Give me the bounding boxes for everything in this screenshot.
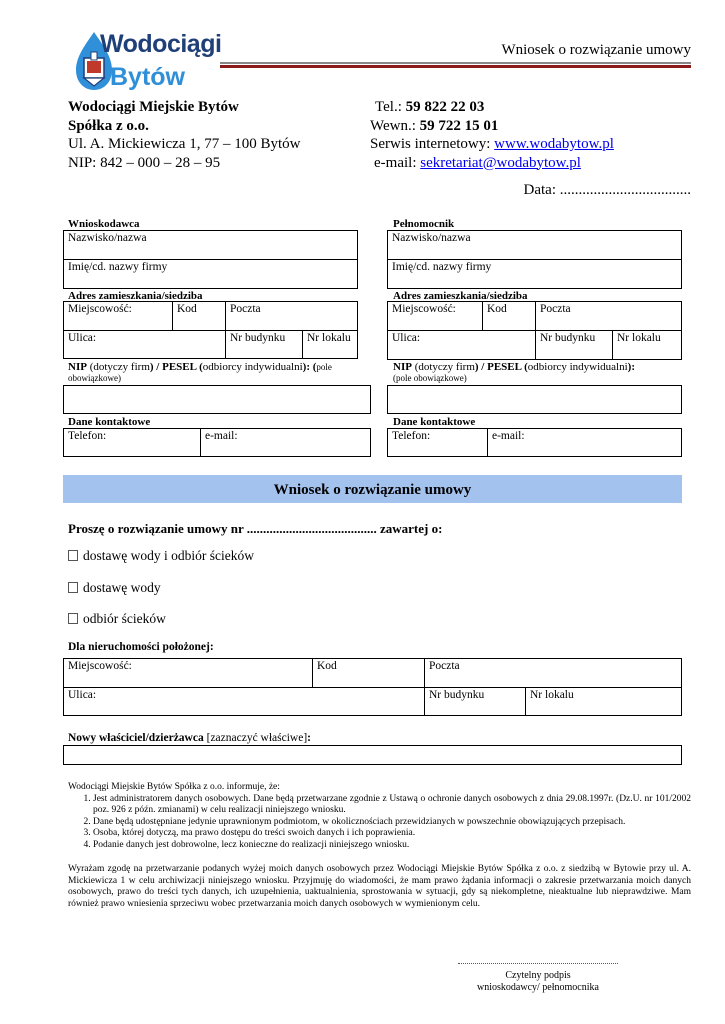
proxy-flat-field[interactable]: Nr lokalu xyxy=(617,332,661,344)
applicant-street-field[interactable]: Ulica: xyxy=(64,331,226,359)
company-name: Wodociągi Miejskie Bytów xyxy=(68,99,239,115)
new-owner-title xyxy=(68,732,311,744)
www-label: Serwis internetowy: xyxy=(370,136,495,152)
signature-line2: wnioskodawcy/ pełnomocnika xyxy=(477,982,599,993)
proxy-street-field[interactable]: Ulica: xyxy=(388,331,536,360)
info-list xyxy=(68,794,691,852)
request-text: Proszę o rozwiązanie umowy nr ........................................ zawartej o: xyxy=(68,521,443,536)
new-owner-field[interactable] xyxy=(64,746,682,765)
new-owner-label: Nowy właściciel/dzierżawca xyxy=(68,732,204,744)
checkbox-icon[interactable] xyxy=(68,582,78,593)
applicant-building-field[interactable]: Nr budynku xyxy=(226,331,303,359)
applicant-phone-field[interactable]: Telefon: xyxy=(64,429,201,457)
proxy-address-title: Adres zamieszkania/siedziba xyxy=(393,290,528,302)
form-banner: Wniosek o rozwiązanie umowy xyxy=(63,475,682,503)
info-point: 2. Dane będą udostępniane jedynie uprawnionym podmiotom, w okolicznościach przewidzianych w powszechnie obowiązujących przepisach. xyxy=(93,817,691,829)
proxy-nip-label-c: ) / PESEL ( xyxy=(474,361,528,373)
signature-caption xyxy=(458,970,618,994)
applicant-email-field[interactable]: e-mail: xyxy=(201,429,371,457)
nip-label-e: ): ( xyxy=(302,361,317,373)
applicant-name-table xyxy=(63,230,358,289)
nip-label-f: pole obowiązkowe) xyxy=(68,362,332,383)
proxy-nip-field[interactable] xyxy=(388,386,682,414)
applicant-code-field[interactable]: Kod xyxy=(173,302,226,331)
option-sewage[interactable] xyxy=(68,611,166,627)
info-point: 3. Osoba, której dotyczą, ma prawo dostępu do treści swoich danych i ich poprawienia. xyxy=(93,828,691,840)
wewn-value: 59 722 15 01 xyxy=(419,117,499,134)
applicant-address-table xyxy=(63,301,358,359)
proxy-name-field[interactable]: Nazwisko/nazwa xyxy=(388,231,682,260)
www-link[interactable]: www.wodabytow.pl xyxy=(494,136,614,152)
property-street-field[interactable]: Ulica: xyxy=(64,688,425,716)
proxy-nip-label-e: ): xyxy=(627,361,635,373)
date-field[interactable]: Data: ................................... xyxy=(523,182,691,198)
proxy-contact-table xyxy=(387,428,682,457)
header-rule-red xyxy=(220,65,691,68)
property-table xyxy=(63,658,682,716)
property-city-field[interactable]: Miejscowość: xyxy=(64,659,313,688)
company-nip: NIP: 842 – 000 – 28 – 95 xyxy=(68,154,221,171)
header-doc-title: Wniosek o rozwiązanie umowy xyxy=(501,42,691,58)
proxy-nip-table xyxy=(387,385,682,414)
property-flat-field[interactable]: Nr lokalu xyxy=(526,688,682,716)
proxy-code-field[interactable]: Kod xyxy=(483,302,536,331)
checkbox-icon[interactable] xyxy=(68,613,78,624)
info-point: 4. Podanie danych jest dobrowolne, lecz konieczne do realizacji niniejszego wniosku. xyxy=(93,840,691,852)
signature-line[interactable] xyxy=(458,963,618,964)
property-title: Dla nieruchomości położonej: xyxy=(68,641,214,653)
tel-label: Tel.: xyxy=(375,99,406,115)
wewn-label: Wewn.: xyxy=(370,117,420,134)
checkbox-icon[interactable] xyxy=(68,550,78,561)
property-building-field[interactable]: Nr budynku xyxy=(425,688,526,716)
logo-text-bytow: Bytów xyxy=(110,63,185,91)
proxy-firm-field[interactable]: Imię/cd. nazwy firmy xyxy=(388,260,682,289)
option-label: dostawę wody xyxy=(83,580,161,595)
nip-label-b: (dotyczy firm xyxy=(86,361,150,373)
applicant-nip-field[interactable] xyxy=(64,386,371,414)
proxy-building-flat-cell xyxy=(536,331,682,360)
option-label: odbiór ścieków xyxy=(83,611,166,626)
company-info xyxy=(68,98,300,172)
applicant-nip-label xyxy=(68,362,368,384)
new-owner-colon: : xyxy=(307,732,312,744)
info-point: 1. Jest administratorem danych osobowych. Dane będą przetwarzane zgodnie z Ustawą o ochronie danych osobowych z dnia 29.08.1997r. (Dz.U. nr 101/2002 poz. 926 z późn. zmianami) w celu realizacji niniejszego wniosku. xyxy=(93,794,691,817)
applicant-post-field[interactable]: Poczta xyxy=(226,302,358,331)
tel-value: 59 822 22 03 xyxy=(405,99,485,115)
applicant-name-field[interactable]: Nazwisko/nazwa xyxy=(64,231,358,260)
property-code-field[interactable]: Kod xyxy=(313,659,425,688)
proxy-city-field[interactable]: Miejscowość: xyxy=(388,302,483,331)
email-link[interactable]: sekretariat@wodabytow.pl xyxy=(420,154,581,171)
applicant-contact-table xyxy=(63,428,371,457)
header-rule-gray xyxy=(220,62,691,64)
company-form: Spółka z o.o. xyxy=(68,117,149,134)
nip-label-c: ) / PESEL ( xyxy=(149,361,203,373)
option-water[interactable] xyxy=(68,580,161,596)
proxy-phone-field[interactable]: Telefon: xyxy=(388,429,488,457)
signature-line1: Czytelny podpis xyxy=(505,970,571,981)
property-post-field[interactable]: Poczta xyxy=(425,659,682,688)
applicant-flat-field[interactable]: Nr lokalu xyxy=(303,331,358,359)
applicant-address-title: Adres zamieszkania/siedziba xyxy=(68,290,203,302)
proxy-building-field[interactable]: Nr budynku xyxy=(536,331,613,359)
applicant-nip-table xyxy=(63,385,371,414)
company-address: Ul. A. Mickiewicza 1, 77 – 100 Bytów xyxy=(68,136,301,152)
gdpr-info xyxy=(68,782,691,851)
option-label: dostawę wody i odbiór ścieków xyxy=(83,548,254,563)
option-water-sewage[interactable] xyxy=(68,548,254,564)
proxy-name-table xyxy=(387,230,682,289)
proxy-contact-title: Dane kontaktowe xyxy=(393,416,476,428)
logo-text-wodociagi: Wodociągi xyxy=(100,30,222,58)
contact-info xyxy=(370,98,614,172)
applicant-firm-field[interactable]: Imię/cd. nazwy firmy xyxy=(64,260,358,289)
nip-label-a: NIP xyxy=(68,361,87,373)
proxy-nip-label-d: odbiorcy indywidualni xyxy=(527,361,628,373)
proxy-address-table xyxy=(387,301,682,360)
applicant-city-field[interactable]: Miejscowość: xyxy=(64,302,173,331)
proxy-nip-label-f: (pole obowiązkowe) xyxy=(393,373,467,383)
applicant-title: Wnioskodawca xyxy=(68,218,140,230)
proxy-nip-label-a: NIP xyxy=(393,361,412,373)
new-owner-table xyxy=(63,745,682,765)
proxy-nip-label xyxy=(393,362,693,384)
consent-text: Wyrażam zgodę na przetwarzanie podanych wyżej moich danych osobowych przez Wodociągi Miejskie Bytów Spółka z o.o. z siedzibą w Bytowie przy ul. A. Mickiewicza 1 w celu archiwizacji niniejszego wniosku. Przyjmuję do wiadomości, że mam prawo żądania informacji o zakresie przetwarzania moich danych osobowych, prawo do treści tych danych, ich uzupełnienia, uaktualnienia, sprostowania w sytuacji, gdy są niekompletne, nieaktualne lub nieprawdziwe. Mam również prawo wniesienia sprzeciwu wobec przetwarzania moich danych osobowych w wymienionym celu. xyxy=(68,864,691,909)
nip-label-d: odbiorcy indywidualni xyxy=(202,361,303,373)
info-intro: Wodociągi Miejskie Bytów Spółka z o.o. informuje, że: xyxy=(68,782,280,792)
proxy-post-field[interactable]: Poczta xyxy=(536,302,682,331)
applicant-contact-title: Dane kontaktowe xyxy=(68,416,151,428)
email-label: e-mail: xyxy=(374,154,421,171)
new-owner-hint: [zaznaczyć właściwe] xyxy=(203,732,308,744)
proxy-title: Pełnomocnik xyxy=(393,218,455,230)
proxy-email-field[interactable]: e-mail: xyxy=(488,429,682,457)
proxy-nip-label-b: (dotyczy firm xyxy=(411,361,475,373)
